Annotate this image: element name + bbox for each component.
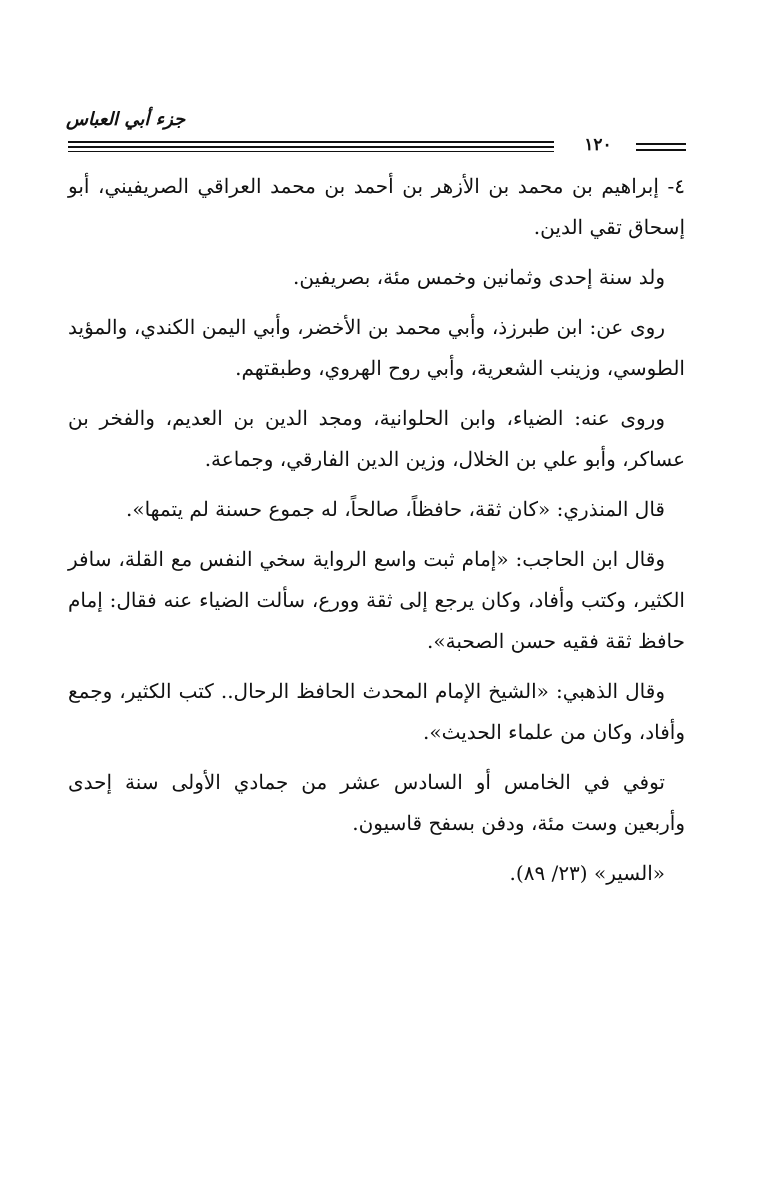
ibn-hajib-quote-paragraph: وقال ابن الحاجب: «إمام ثبت واسع الرواية سخي النفس مع القلة، سافر الكثير، وكتب وأفاد، وكان يرجع إلى ثقة وورع، سألت الضياء عنه فقال: إمام حافظ ثقة فقيه حسن الصحبة». (68, 547, 685, 653)
page-number-rule (636, 143, 686, 145)
teachers-paragraph: روى عن: ابن طبرزذ، وأبي محمد بن الأخضر، وأبي اليمن الكندي، والمؤيد الطوسي، وزينب الشعرية، وأبي روح الهروي، وطبقتهم. (68, 315, 685, 380)
page-number-rule (636, 149, 686, 151)
entry-heading: ٤- إبراهيم بن محمد بن الأزهر بن أحمد بن محمد العراقي الصريفيني، أبو إسحاق تقي الدين. (68, 174, 685, 239)
page-number: ١٢٠ (584, 135, 612, 155)
birth-paragraph: ولد سنة إحدى وثمانين وخمس مئة، بصريفين. (293, 265, 665, 289)
header-rule (68, 146, 554, 148)
running-title: جزء أبي العباس (66, 109, 186, 130)
header-rule (68, 151, 554, 152)
students-paragraph: وروى عنه: الضياء، وابن الحلوانية، ومجد الدين بن العديم، والفخر بن عساكر، وأبو علي بن الخلال، وزين الدين الفارقي، وجماعة. (68, 406, 685, 471)
source-reference: «السير» (٢٣/ ٨٩). (509, 861, 665, 885)
death-paragraph: توفي في الخامس أو السادس عشر من جمادي الأولى سنة إحدى وأربعين وست مئة، ودفن بسفح قاسيون. (68, 770, 685, 835)
main-text (68, 166, 685, 903)
mundhiri-quote-paragraph: قال المنذري: «كان ثقة، حافظاً، صالحاً، له جموع حسنة لم يتمها». (125, 497, 665, 521)
dhahabi-quote-paragraph: وقال الذهبي: «الشيخ الإمام المحدث الحافظ الرحال.. كتب الكثير، وجمع وأفاد، وكان من علماء الحديث». (68, 679, 685, 744)
header-rule (68, 141, 554, 143)
